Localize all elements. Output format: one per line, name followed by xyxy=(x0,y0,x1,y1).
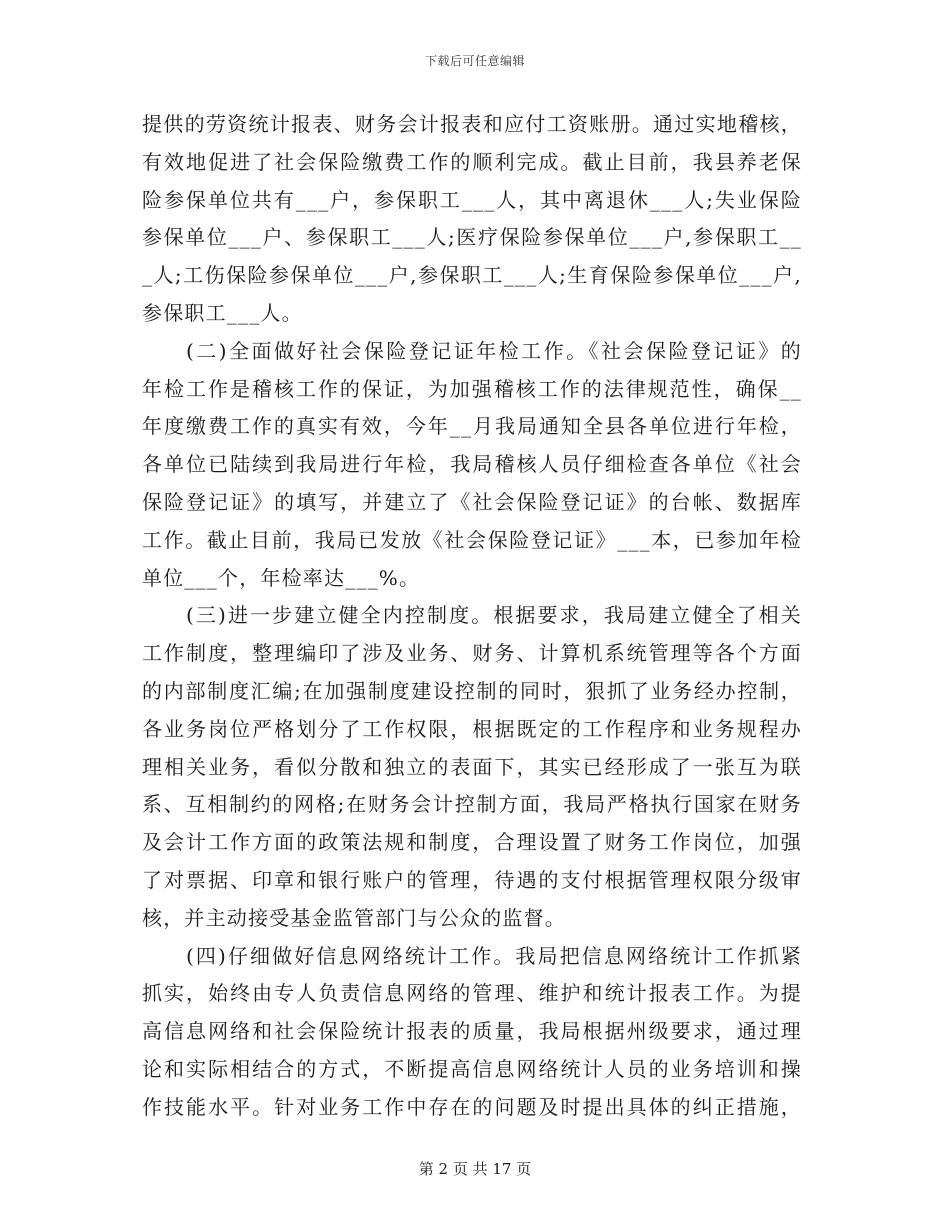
text-line: 系、互相制约的网格;在财务会计控制方面，我局严格执行国家在财务 xyxy=(142,792,802,817)
text-line: 年检工作是稽核工作的保证，为加强稽核工作的法律规范性，确保__ xyxy=(142,376,802,401)
text-line: 工作制度，整理编印了涉及业务、财务、计算机系统管理等各个方面 xyxy=(142,641,802,666)
paragraph xyxy=(142,938,802,1127)
text-line: 的内部制度汇编;在加强制度建设控制的同时，狠抓了业务经办控制， xyxy=(142,678,802,703)
page-number: 第 2 页 共 17 页 xyxy=(418,1160,532,1178)
text-line: 理相关业务，看似分散和独立的表面下，其实已经形成了一张互为联 xyxy=(142,754,802,779)
text-line: 了对票据、印章和银行账户的管理，待遇的支付根据管理权限分级审 xyxy=(142,867,802,892)
text-line: 各单位已陆续到我局进行年检，我局稽核人员仔细检查各单位《社会 xyxy=(142,452,802,477)
text-line: 参保职工___人。 xyxy=(142,300,303,325)
paragraph xyxy=(142,106,802,333)
text-line: _人;工伤保险参保单位___户,参保职工___人;生育保险参保单位___户, xyxy=(142,263,802,288)
text-line: (四)仔细做好信息网络统计工作。我局把信息网络统计工作抓紧 xyxy=(186,943,802,968)
text-line: 保险登记证》的填写，并建立了《社会保险登记证》的台帐、数据库 xyxy=(142,489,802,514)
text-line: 论和实际相结合的方式，不断提高信息网络统计人员的业务培训和操 xyxy=(142,1056,802,1081)
text-line: 及会计工作方面的政策法规和制度，合理设置了财务工作岗位，加强 xyxy=(142,830,802,855)
text-line: 提供的劳资统计报表、财务会计报表和应付工资账册。通过实地稽核， xyxy=(142,112,802,136)
text-line: 高信息网络和社会保险统计报表的质量，我局根据州级要求，通过理 xyxy=(142,1019,802,1044)
document-body xyxy=(142,106,802,1127)
text-line: (三)进一步建立健全内控制度。根据要求，我局建立健全了相关 xyxy=(186,603,802,628)
text-line: 参保单位___户、参保职工___人;医疗保险参保单位___户,参保职工__ xyxy=(142,225,802,250)
text-line: 年度缴费工作的真实有效，今年__月我局通知全县各单位进行年检， xyxy=(142,414,802,439)
text-line: 抓实，始终由专人负责信息网络的管理、维护和统计报表工作。为提 xyxy=(142,981,802,1006)
page-header: 下载后可任意编辑 xyxy=(424,54,525,68)
text-line: 工作。截止目前，我局已发放《社会保险登记证》___本，已参加年检 xyxy=(142,527,802,552)
text-line: 单位___个，年检率达___%。 xyxy=(142,565,421,590)
text-line: 核，并主动接受基金监管部门与公众的监督。 xyxy=(142,905,566,930)
paragraph xyxy=(142,597,802,937)
text-line: (二)全面做好社会保险登记证年检工作。《社会保险登记证》的 xyxy=(186,338,802,363)
text-line: 各业务岗位严格划分了工作权限，根据既定的工作程序和业务规程办 xyxy=(142,716,802,741)
text-line: 作技能水平。针对业务工作中存在的问题及时提出具体的纠正措施， xyxy=(142,1094,802,1119)
text-line: 险参保单位共有___户，参保职工___人，其中离退休___人;失业保险 xyxy=(142,187,802,212)
text-line: 有效地促进了社会保险缴费工作的顺利完成。截止目前，我县养老保 xyxy=(142,149,802,174)
paragraph xyxy=(142,333,802,598)
